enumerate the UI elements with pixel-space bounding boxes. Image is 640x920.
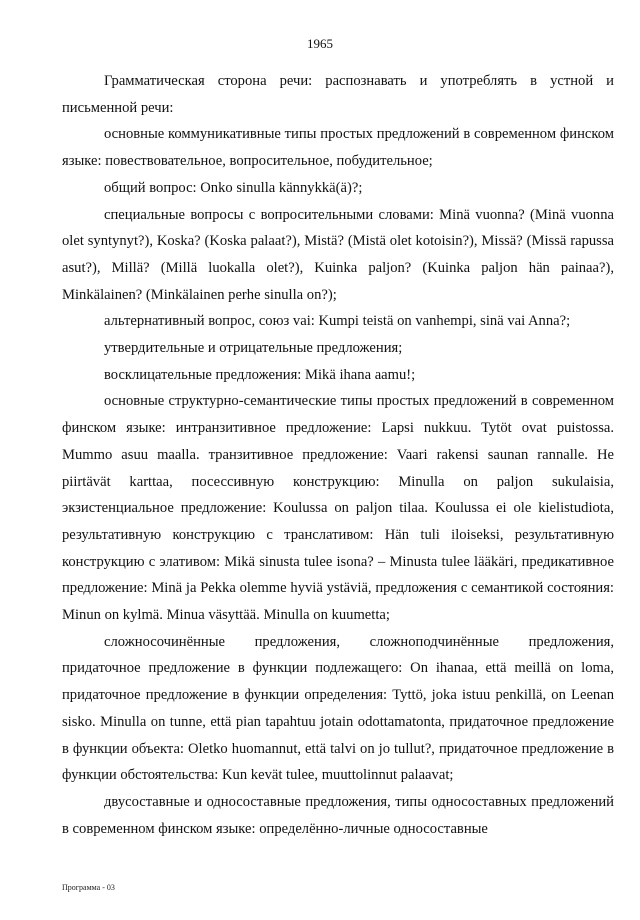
paragraph-special-questions: специальные вопросы с вопросительными словами: Minä vuonna? (Minä vuonna olet syntynyt?), Koska? (Koska palaat?), Mistä? (Mistä olet kotoisin?), Missä? (Missä rapussa asut?), Millä? (Millä luokalla olet?), Kuinka paljon? (Kuinka paljon hän painaa?), Minkälainen? (Minkälainen perhe sinulla on?);: [62, 206, 614, 303]
page-footer: Программа - 03: [62, 883, 115, 892]
paragraph-structural-types: основные структурно-семантические типы простых предложений в современном финском языке: интранзитивное предложение: Lapsi nukkuu. Tytöt ovat puistossa. Mummo asuu maalla. транзитивное предложение: Vaari rakensi saunan rannalle. He piirtävät karttaa, посессивную конструкцию: Minulla on paljon sukulaisia, экзистенциальное предложение: Koulussa on paljon tilaa. Koulussa ei ole kielistudiota, результативную конструкцию с транслативом: Hän tuli iloiseksi, результативную конструкцию с элативом: Mikä sinusta tulee isona? – Minusta tulee lääkäri, предикативное предложение: Minä ja Pekka olemme hyviä ystäviä, предложения с семантикой состояния: Minun on kylmä. Minua väsyttää. Minulla on kuumetta;: [62, 393, 614, 624]
paragraph-exclamatory: восклицательные предложения: Mikä ihana aamu!;: [104, 366, 416, 383]
document-body: [62, 68, 614, 842]
paragraph-complex-sentences: сложносочинённые предложения, сложноподчинённые предложения, придаточное предложение в функции подлежащего: On ihanaa, että meillä on loma, придаточное предложение в функции определения: Tyttö, joka istuu penkillä, on Leenan sisko. Minulla on tunne, että pian tapahtuu jotain odottamatonta, придаточное предложение в функции объекта: Oletko huomannut, että talvi on jo tullut?, придаточное предложение в функции обстоятельства: Kun kevät tulee, muuttolinnut palaavat;: [62, 633, 614, 784]
page-number: 1965: [307, 36, 333, 51]
paragraph-affirmative-negative: утвердительные и отрицательные предложения;: [104, 340, 403, 357]
paragraph-grammar-intro: Грамматическая сторона речи: распознавать и употреблять в устной и письменной речи:: [62, 73, 614, 116]
paragraph-general-question: общий вопрос: Onko sinulla kännykkä(ä)?;: [104, 179, 363, 196]
paragraph-communicative-types: основные коммуникативные типы простых предложений в современном финском языке: повествовательное, вопросительное, побудительное;: [62, 126, 614, 170]
paragraph-one-two-member: двусоставные и односоставные предложения, типы односоставных предложений в современном финском языке: определённо-личные односоставные: [62, 793, 614, 837]
paragraph-alternative-question: альтернативный вопрос, союз vai: Kumpi teistä on vanhempi, sinä vai Anna?;: [104, 313, 571, 330]
